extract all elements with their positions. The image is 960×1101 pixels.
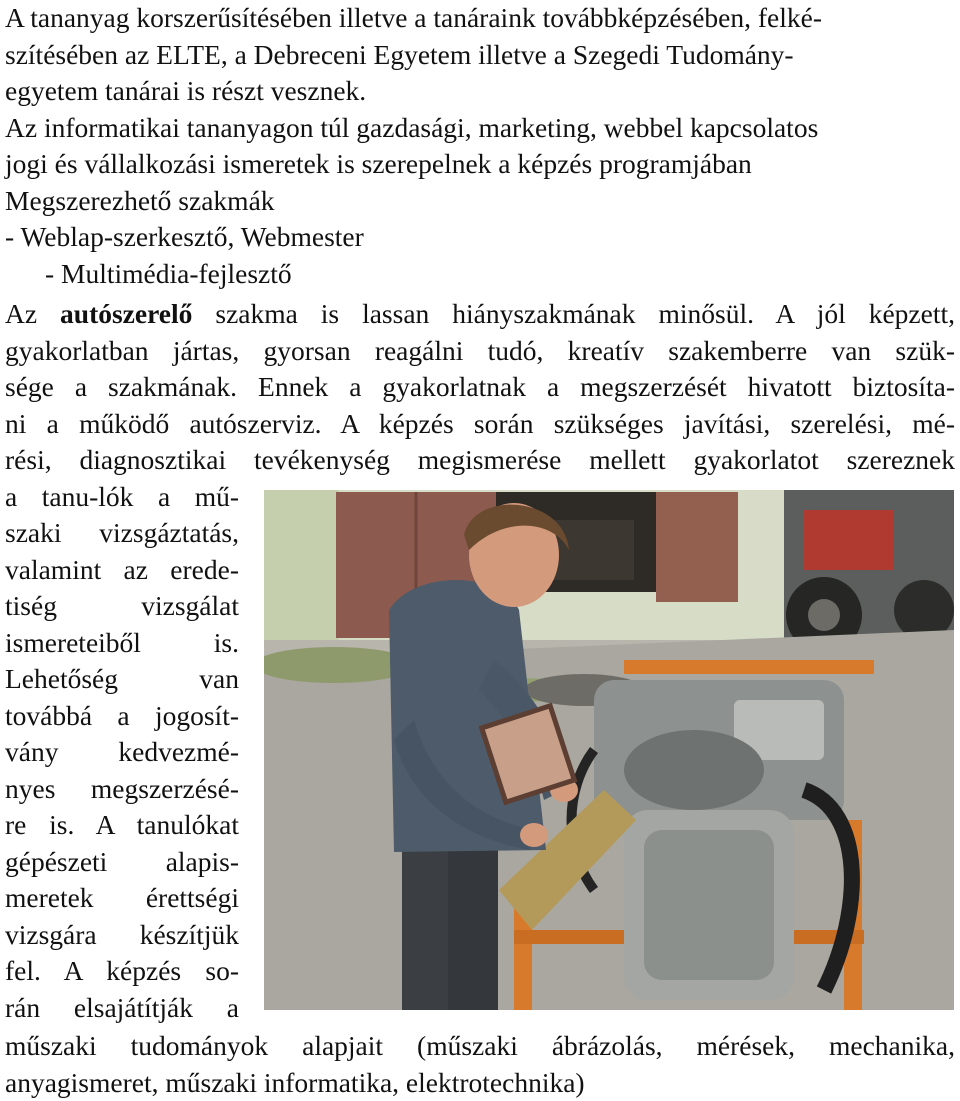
- narrow-line-11: gépészeti alapis-: [5, 845, 239, 877]
- narrow-line-12: meretek érettségi: [5, 882, 239, 913]
- closing-line-2: anyagismeret, műszaki informatika, elektrotechnika): [5, 1066, 585, 1098]
- auto-line-2: gyakorlatban jártas, gyorsan reagálni tudó, kreatív szakemberre van szük-: [5, 334, 955, 366]
- narrow-line-10: re is. A tanulókat: [5, 809, 239, 840]
- workshop-photo-illustration: [264, 490, 954, 1010]
- workshop-photo: [264, 490, 954, 1010]
- narrow-line-6: Lehetőség van: [5, 663, 239, 694]
- intro-line-1: A tananyag korszerűsítésében illetve a tanáraink továbbképzésében, felké-: [5, 2, 823, 33]
- narrow-line-15: rán elsajátítják a: [5, 991, 239, 1023]
- narrow-line-9: nyes megszerzésé-: [5, 772, 239, 804]
- intro-line-3: egyetem tanárai is részt vesznek.: [5, 75, 367, 106]
- narrow-line-5: ismereteiből is.: [5, 626, 239, 658]
- narrow-line-1: a tanu-lók a mű-: [5, 480, 239, 512]
- intro-line-8: - Multimédia-fejlesztő: [45, 257, 292, 289]
- auto-prefix: Az: [5, 298, 61, 329]
- intro-line-5: jogi és vállalkozási ismeretek is szerepelnek a képzés programjában: [5, 148, 752, 179]
- auto-line-3: sége a szakmának. Ennek a gyakorlatnak a megszerzését hivatott biztosíta-: [5, 371, 955, 402]
- auto-line-5: rési, diagnosztikai tevékenység megismerése mellett gyakorlatot szereznek: [5, 444, 955, 475]
- intro-line-6: Megszerezhető szakmák: [5, 184, 275, 216]
- auto-suffix: szakma is lassan hiányszakmának minősül. A jól képzett,: [192, 298, 955, 329]
- closing-text: [5, 1028, 955, 1101]
- narrow-line-8: vány kedvezmé-: [5, 736, 239, 767]
- intro-line-7: - Weblap-szerkesztő, Webmester: [5, 221, 364, 252]
- auto-line-4: ni a működő autószerviz. A képzés során szükséges javítási, szerelési, mé-: [5, 407, 955, 439]
- narrow-line-3: valamint az erede-: [5, 553, 239, 585]
- closing-line-1: műszaki tudományok alapjait (műszaki ábrázolás, mérések, mechanika,: [5, 1030, 955, 1061]
- narrow-line-14: fel. A képzés so-: [5, 955, 239, 986]
- auto-bold-word: autószerelő: [60, 298, 193, 329]
- intro-line-4: Az informatikai tananyagon túl gazdasági, marketing, webbel kapcsolatos: [5, 111, 819, 143]
- narrow-line-2: szaki vizsgáztatás,: [5, 517, 239, 548]
- auto-line-1: [5, 296, 955, 333]
- intro-line-2: szítésében az ELTE, a Debreceni Egyetem illetve a Szegedi Tudomány-: [5, 38, 794, 70]
- narrow-line-7: továbbá a jogosít-: [5, 699, 239, 731]
- narrow-line-4: tiség vizsgálat: [5, 590, 239, 621]
- narrow-line-13: vizsgára készítjük: [5, 918, 239, 950]
